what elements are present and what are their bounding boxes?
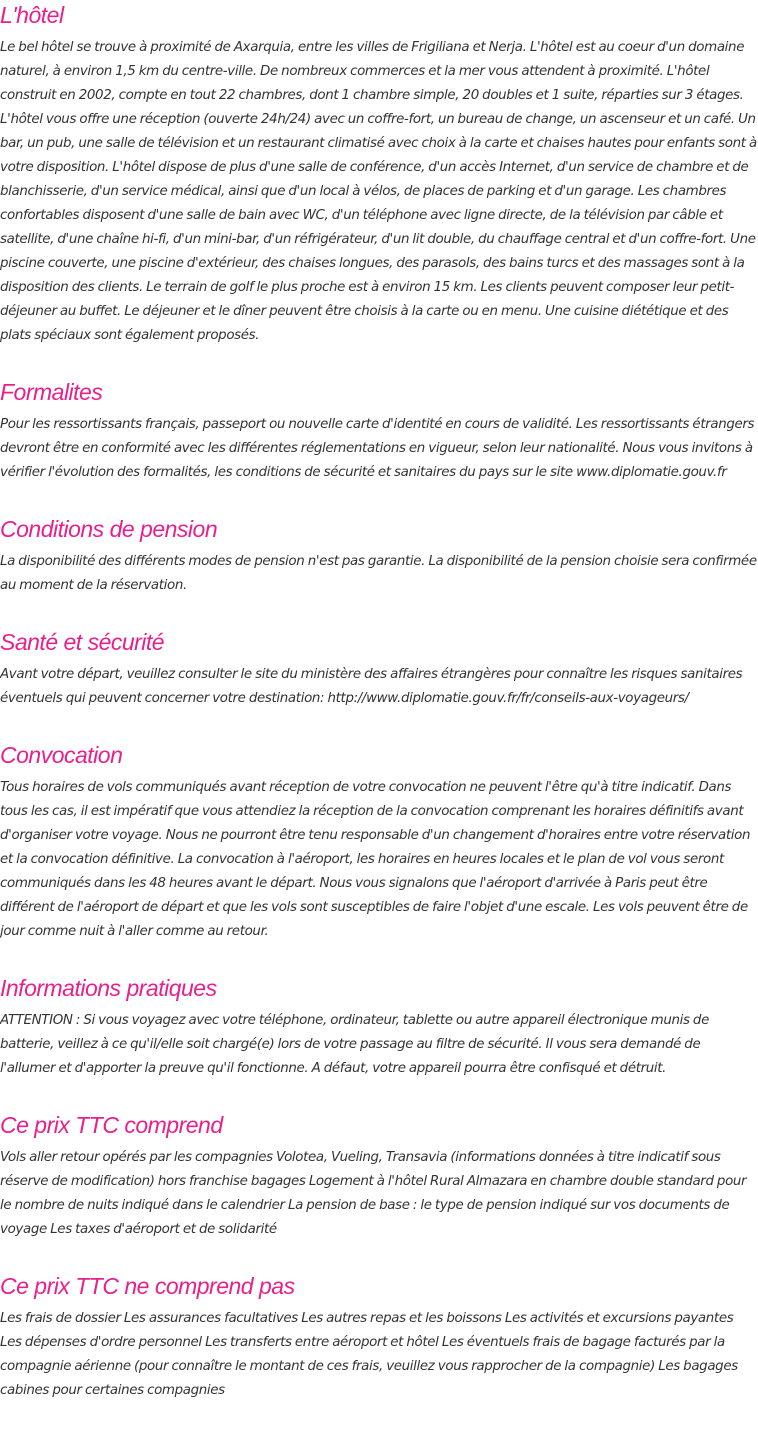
section-formalites [0, 377, 758, 485]
section-informations-pratiques [0, 973, 758, 1081]
section-sante-securite [0, 627, 758, 711]
section-body-prix-ne-comprend-pas: Les frais de dossier Les assurances facultatives Les autres repas et les boissons Les activités et excursions payantes Les dépenses d'ordre personnel Les transferts entre aéroport et hôtel Les éventuels frais de bagage facturés par la compagnie aérienne (pour connaître le montant de ces frais, veuillez vous rapprocher de la compagnie) Les bagages cabines pour certaines compagnies [0, 1311, 738, 1398]
section-body-convocation: Tous horaires de vols communiqués avant réception de votre convocation ne peuvent l'être qu'à titre indicatif. Dans tous les cas, il est impératif que vous attendiez la réception de la convocation comprenant les horaires définitifs avant d'organiser votre voyage. Nous ne pourront être tenu responsable d'un changement d'horaires entre votre réservation et la convocation définitive. La convocation à l'aéroport, les horaires en heures locales et le plan de vol vous seront communiqués dans les 48 heures avant le départ. Nous vous signalons que l'aéroport d'arrivée à Paris peut être différent de l'aéroport de départ et que les vols sont susceptibles de faire l'objet d'une escale. Les vols peuvent être de jour comme nuit à l'aller comme au retour. [0, 780, 751, 939]
section-hotel [0, 0, 758, 348]
section-prix-ne-comprend-pas [0, 1271, 758, 1403]
section-title-prix-comprend: Ce prix TTC comprend [0, 1112, 223, 1138]
section-body-hotel: Le bel hôtel se trouve à proximité de Axarquia, entre les villes de Frigiliana et Nerja. L'hôtel est au coeur d'un domaine naturel, à environ 1,5 km du centre-ville. De nombreux commerces et la mer vous attendent à proximité. L'hôtel construit en 2002, compte en tout 22 chambres, dont 1 chambre simple, 20 doubles et 1 suite, réparties sur 3 étages. L'hôtel vous offre une réception (ouverte 24h/24) avec un coffre-fort, un bureau de change, un ascenseur et un café. Un bar, un pub, une salle de télévision et un restaurant climatisé avec choix à la carte et chaises hautes pour enfants sont à votre disposition. L'hôtel dispose de plus d'une salle de conférence, d'un accès Internet, d'un service de chambre et de blanchisserie, d'un service médical, ainsi que d'un local à vélos, de places de parking et d'un garage. Les chambres confortables disposent d'une salle de bain avec WC, d'un téléphone avec ligne directe, de la télévision par câble et satellite, d'une chaîne hi-fi, d'un mini-bar, d'un réfrigérateur, d'un lit double, du chauffage central et d'un coffre-fort. Une piscine couverte, une piscine d'extérieur, des chaises longues, des parasols, des bains turcs et des massages sont à la disposition des clients. Le terrain de golf le plus proche est à environ 15 km. Les clients peuvent composer leur petit-déjeuner au buffet. Le déjeuner et le dîner peuvent être choisis à la carte ou en menu. Une cuisine diététique et des plats spéciaux sont également proposés. [0, 40, 757, 343]
section-title-prix-ne-comprend-pas: Ce prix TTC ne comprend pas [0, 1273, 295, 1299]
section-body-sante-securite: Avant votre départ, veuillez consulter le site du ministère des affaires étrangères pour connaître les risques sanitaires éventuels qui peuvent concerner votre destination: http://www.diplomatie.gouv.fr/fr/conseils-aux-voyageurs/ [0, 667, 743, 706]
section-title-convocation: Convocation [0, 742, 123, 768]
section-title-conditions-pension: Conditions de pension [0, 516, 218, 542]
section-title-sante-securite: Santé et sécurité [0, 629, 165, 655]
section-body-informations-pratiques: ATTENTION : Si vous voyagez avec votre téléphone, ordinateur, tablette ou autre appareil électronique munis de batterie, veillez à ce qu'il/elle soit chargé(e) lors de votre passage au filtre de sécurité. Il vous sera demandé de l'allumer et d'apporter la preuve qu'il fonctionne. A défaut, votre appareil pourra être confisqué et détruit. [0, 1013, 709, 1076]
section-body-prix-comprend: Vols aller retour opérés par les compagnies Volotea, Vueling, Transavia (informations données à titre indicatif sous réserve de modification) hors franchise bagages Logement à l'hôtel Rural Almazara en chambre double standard pour le nombre de nuits indiqué dans le calendrier La pension de base : le type de pension indiqué sur vos documents de voyage Les taxes d'aéroport et de solidarité [0, 1150, 747, 1237]
section-body-formalites: Pour les ressortissants français, passeport ou nouvelle carte d'identité en cours de validité. Les ressortissants étrangers devront être en conformité avec les différentes réglementations en vigueur, selon leur nationalité. Nous vous invitons à vérifier l'évolution des formalités, les conditions de sécurité et sanitaires du pays sur le site www.diplomatie.gouv.fr [0, 417, 755, 480]
section-title-informations-pratiques: Informations pratiques [0, 975, 217, 1001]
section-title-formalites: Formalites [0, 379, 103, 405]
section-title-hotel: L'hôtel [0, 2, 64, 28]
section-body-conditions-pension: La disponibilité des différents modes de pension n'est pas garantie. La disponibilité de la pension choisie sera confirmée au moment de la réservation. [0, 554, 757, 593]
section-convocation [0, 740, 758, 944]
section-conditions-pension [0, 514, 758, 598]
section-prix-comprend [0, 1110, 758, 1242]
